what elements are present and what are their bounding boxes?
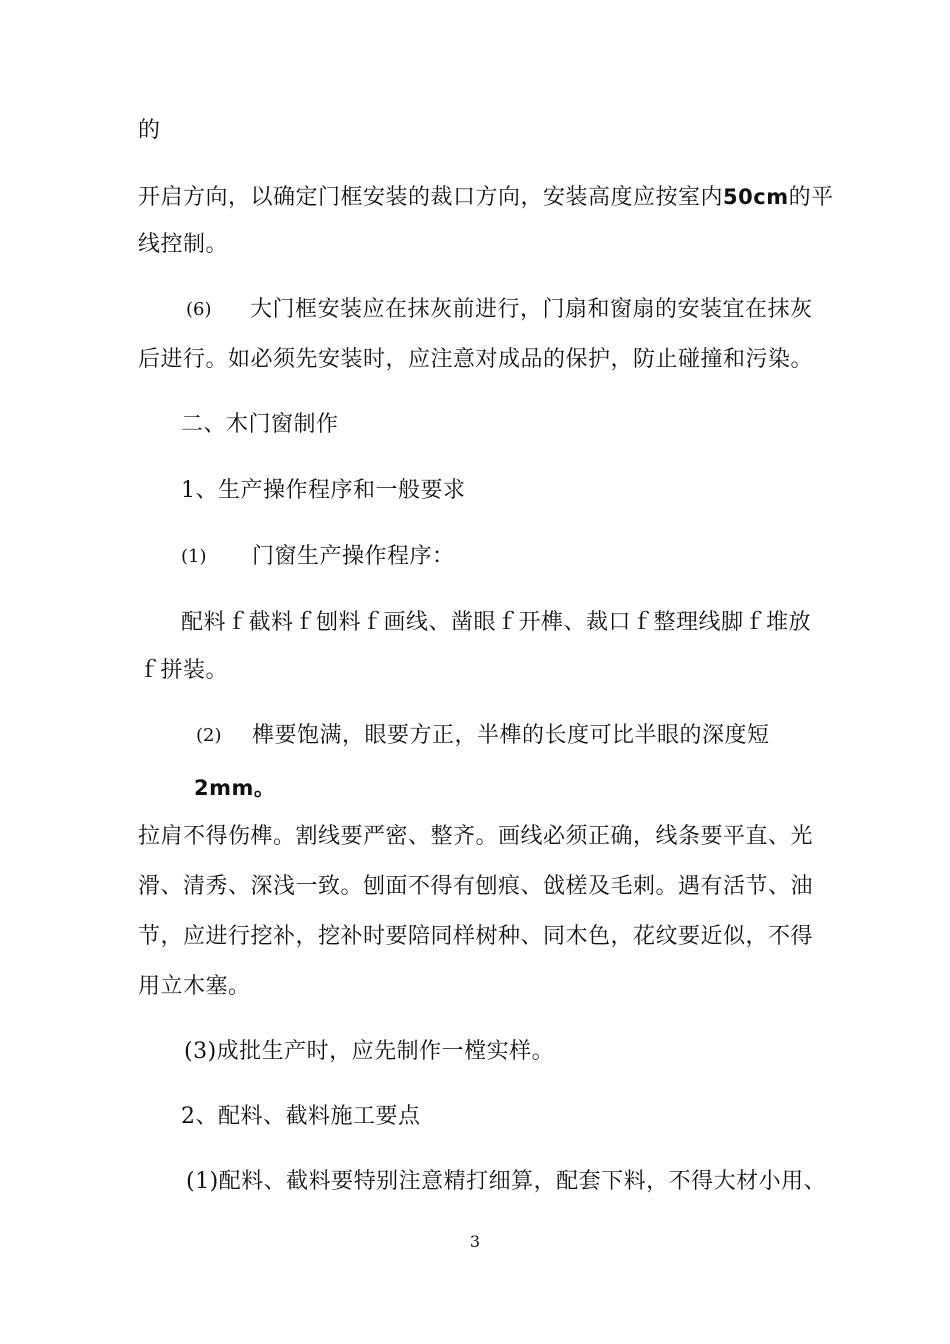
text-segment: 的平	[788, 185, 834, 210]
item-number-1: (1)	[181, 546, 207, 567]
page-number: 3	[469, 1232, 481, 1251]
text-line-6: 门窗生产操作程序：	[252, 544, 455, 569]
text-line-4: 大门框安装应在抹灰前进行，门扇和窗扇的安装宜在抹灰	[250, 297, 813, 322]
text-line-15: (1)配料、截料要特别注意精打细算，配套下料，不得大材小用、	[186, 1169, 827, 1194]
text-line-7: 配料ｆ截料ｆ刨料ｆ画线、凿眼ｆ开榫、裁口ｆ整理线脚ｆ堆放	[181, 610, 812, 635]
text-segment: 开启方向，以确定门框安装的裁口方向，安装高度应按室内	[138, 185, 724, 210]
item-number-2: (2)	[196, 725, 222, 746]
text-line-8: ｆ拼装。	[138, 658, 229, 683]
text-line-14: (3)成批生产时，应先制作一樘实样。	[184, 1039, 555, 1064]
text-line-11: 滑、清秀、深浅一致。刨面不得有刨痕、戗槎及毛刺。遇有活节、油	[138, 874, 814, 899]
measurement-value: 50cm	[723, 185, 789, 209]
text-line-13: 用立木塞。	[138, 974, 251, 999]
subsection-heading-2: 2、配料、截料施工要点	[181, 1104, 421, 1129]
text-line-12: 节，应进行挖补，挖补时要陪同样树种、同木色，花纹要近似，不得	[138, 924, 814, 949]
text-line-10: 拉肩不得伤榫。割线要严密、整齐。画线必须正确，线条要平直、光	[138, 824, 814, 849]
measurement-line: 2mm。	[194, 776, 276, 800]
text-line-2	[138, 182, 834, 213]
text-line-1: 的	[138, 118, 161, 143]
subsection-heading: 1、生产操作程序和一般要求	[181, 478, 466, 503]
section-heading: 二、木门窗制作	[181, 412, 339, 437]
text-line-3: 线控制。	[138, 232, 229, 257]
text-line-9: 榫要饱满，眼要方正，半榫的长度可比半眼的深度短	[252, 723, 770, 748]
text-line-5: 后进行。如必须先安装时，应注意对成品的保护，防止碰撞和污染。	[138, 347, 814, 372]
item-number-6: (6)	[186, 299, 212, 320]
